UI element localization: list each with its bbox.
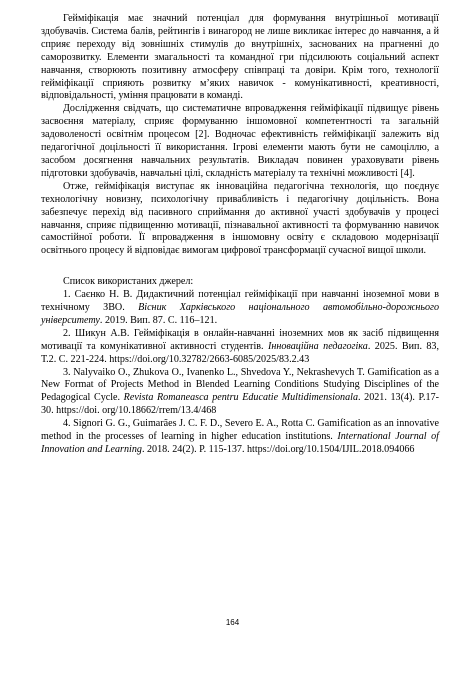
reference-item-4 — [41, 418, 439, 457]
reference-1-text: 1. Саєнко Н. В. Дидактичний потенціал гейміфікації при навчанні іноземної мови в технічному ЗВО. — [41, 289, 439, 314]
section-gap — [41, 258, 439, 276]
reference-2-text: 2. Шикун А.В. Гейміфікація в онлайн-навчанні іноземних мов як засіб підвищення мотивації та комунікативної активності студентів. — [41, 327, 439, 352]
reference-1-journal: Вісник Харківського національного автомобільно-дорожнього університету — [41, 302, 439, 326]
reference-item-1 — [41, 289, 439, 328]
body-paragraph-1: Гейміфікація має значний потенціал для формування внутрішньої мотивації здобувачів. Система балів, рейтингів і винагород не лише викликає інтерес до навчання, а й сприяє переходу від зовнішніх стимулів до внутрішніх, заснованих на прагненні до саморозвитку. Елементи змагальності та командної гри підсилюють соціальний аспект навчання, створюють позитивну атмосферу співпраці та довіри. Крім того, технології гейміфікації сприяють розвитку м’яких навичок - комунікативності, креативності, відповідальності, уміння працювати в команді. — [41, 13, 439, 102]
body-paragraph-3: Отже, гейміфікація виступає як інноваційна педагогічна технологія, що поєднує технологічну новизну, психологічну привабливість і педагогічну доцільність. Вона забезпечує перехід від пасивного сприймання до активної участі здобувачів у процесі навчання, сприяє підвищенню мотивації, пізнавальної активності та формуванню навичок самостійної роботи. Її впровадження в іншомовну освіту є складовою модернізації освітнього процесу й відповідає вимогам цифрової трансформації сучасної вищої школи. — [41, 180, 439, 257]
reference-3-text: 3. Nalyvaiko O., Zhukova O., Ivanenko L., Shvedova Y., Nekrashevych T. Gamification as a New Format of Projects Method in Blended Learning Conditions Studying Disciplines of the Pedagogical Cycle. — [41, 366, 439, 404]
references-heading: Список використаних джерел: — [63, 276, 194, 288]
reference-3-details: . 2021. 13(4). P.17-30. https://doi. org/10.18662/rrem/13.4/468 — [41, 392, 439, 417]
reference-4-journal: International Journal of Innovation and Learning — [41, 431, 439, 455]
reference-2-journal: Інноваційна педагогіка — [267, 340, 368, 352]
reference-1-details: . 2019. Вип. 87. С. 116–121. — [99, 314, 218, 326]
reference-2-details: . 2025. Вип. 83, Т.2. С. 221-224. https://doi.org/10.32782/2663-6085/2025/83.2.43 — [41, 340, 440, 365]
reference-4-text: 4. Signori G. G., Guimarães J. C. F. D., Severo E. A., Rotta C. Gamification as an innovative method in the processes of learning in higher education institutions. — [41, 418, 439, 443]
reference-3-journal: Revista Romaneasca pentru Educatie Multidimensionala — [123, 392, 358, 404]
body-paragraph-2: Дослідження свідчать, що систематичне впровадження гейміфікації підвищує рівень засвоєння матеріалу, сприяє формуванню іншомовної компетентності та загальній задоволеності освітнім процесом [2]. Водночас ефективність гейміфікації залежить від педагогічної доцільності її використання. Ігрові елементи мають бути не самоціллю, а засобом досягнення навчальних результатів. Викладач повинен ураховувати рівень підготовки здобувачів, навчальні цілі, складність матеріалу та технічні можливості [4]. — [41, 103, 439, 179]
reference-item-2 — [41, 328, 439, 367]
reference-item-3 — [41, 367, 439, 419]
reference-4-details: . 2018. 24(2). P. 115-137. https://doi.org/10.1504/IJIL.2018.094066 — [141, 444, 415, 455]
page-number: 164 — [225, 618, 240, 627]
text-column — [41, 13, 439, 457]
